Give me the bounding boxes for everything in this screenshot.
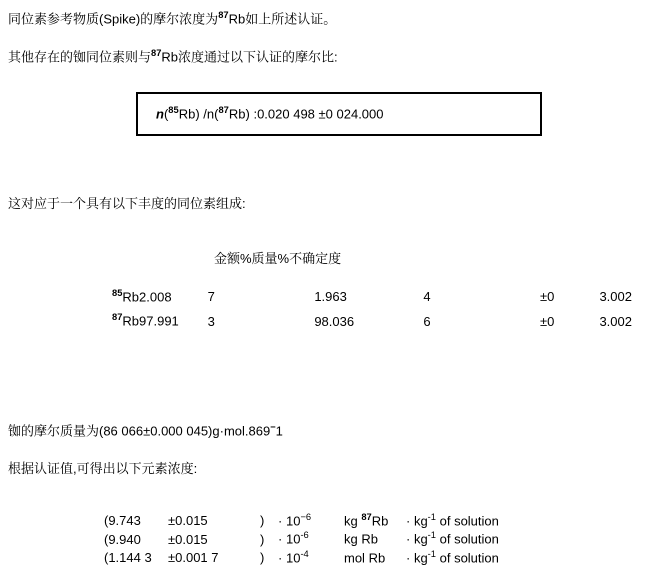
- mass-fraction-decimal: 4: [423, 289, 431, 305]
- concentration-uncertainty: ±0.015: [168, 513, 208, 529]
- exponent-one: 1: [275, 423, 283, 439]
- isotope-superscript: 87: [112, 312, 123, 323]
- table-row: [104, 511, 499, 529]
- abundance-table-header: 金额%质量%不确定度: [214, 251, 342, 266]
- mass-fraction: 98.036: [314, 313, 355, 329]
- concentration-value: (1.144 3: [104, 549, 152, 565]
- concentration-table: [104, 511, 499, 566]
- table-row: [112, 284, 632, 308]
- close-paren: ): [260, 531, 265, 547]
- paragraph-text: 同位素参考物质(Spike)的摩尔浓度为: [8, 11, 219, 27]
- ratio-uncertainty: ±0 024.000: [318, 106, 384, 122]
- concentration-uncertainty: ±0.001 7: [168, 549, 219, 565]
- per-kg-solution: [406, 548, 499, 566]
- dot-operator: ·: [278, 513, 283, 529]
- isotope-cell: [112, 284, 208, 308]
- isotope-superscript: 87: [361, 512, 372, 522]
- uncertainty-value: 3.002: [599, 313, 632, 329]
- tail-unit: · kg: [406, 531, 428, 547]
- unit-and-species: [344, 511, 406, 529]
- unit-label: mol: [344, 549, 365, 565]
- solution-label: of solution: [439, 513, 499, 529]
- molar-ratio-formula: [156, 105, 384, 121]
- paragraph-molar-mass: [8, 422, 283, 439]
- isotope-label: Rb97.991: [122, 313, 179, 329]
- close-paren: ): [260, 549, 265, 565]
- n-symbol: n: [156, 106, 164, 122]
- concentration-value: (9.940: [104, 531, 141, 547]
- tail-unit: · kg: [406, 513, 428, 529]
- dot-operator: ·: [278, 549, 283, 565]
- solution-label: of solution: [439, 549, 499, 565]
- power-base: 10: [285, 549, 301, 565]
- rb-label-1: Rb): [178, 106, 200, 122]
- tail-unit: · kg: [406, 549, 428, 565]
- power-exponent: -6: [300, 530, 309, 541]
- open-paren-1: (: [163, 106, 169, 122]
- tail-exponent: -1: [427, 548, 436, 559]
- unit-and-species: [344, 548, 406, 566]
- power-term: [278, 511, 344, 529]
- isotope-label: Rb2.008: [122, 289, 172, 305]
- paragraph-other-isotopes: [8, 48, 338, 65]
- isotope-superscript: 87: [151, 48, 162, 58]
- isotope-superscript: 87: [218, 10, 229, 20]
- power-term: [278, 529, 344, 547]
- uncertainty-value: 3.002: [599, 289, 632, 305]
- amount-fraction-decimal: 7: [207, 289, 215, 305]
- isotope-cell: [112, 308, 208, 332]
- paragraph-text: 铷的摩尔质量为(86 066±0.000 045)g·mol.869: [8, 423, 271, 439]
- open-paren-2: (: [214, 106, 219, 122]
- unit-label: kg: [344, 513, 358, 529]
- uncertainty-sign: ±0: [540, 289, 555, 305]
- table-row: [112, 308, 632, 332]
- dot-operator: ·: [278, 531, 283, 547]
- table-row: [104, 548, 499, 566]
- power-exponent: -4: [300, 548, 309, 559]
- paragraph-text-cont: Rb浓度通过以下认证的摩尔比:: [161, 49, 338, 65]
- isotope-87-superscript: 87: [218, 105, 229, 115]
- species-label: Rb: [368, 549, 386, 565]
- solution-label: of solution: [439, 531, 499, 547]
- uncertainty-sign: ±0: [540, 313, 555, 329]
- paragraph-isotopic-composition: 这对应于一个具有以下丰度的同位素组成:: [8, 196, 246, 211]
- power-base: 10: [285, 531, 301, 547]
- per-kg-solution: [406, 529, 499, 547]
- paragraph-spike-concentration: [8, 10, 336, 27]
- power-base: 10: [285, 513, 301, 529]
- tail-exponent: -1: [427, 512, 436, 522]
- minus-superscript: −: [270, 422, 276, 432]
- ratio-value: :0.020 498: [253, 106, 315, 122]
- table-row: [104, 529, 499, 547]
- isotope-85-superscript: 85: [168, 105, 179, 115]
- concentration-uncertainty: ±0.015: [168, 531, 208, 547]
- paragraph-text-cont: Rb如上所述认证。: [228, 11, 337, 27]
- power-term: [278, 548, 344, 566]
- paragraph-element-concentrations: 根据认证值,可得出以下元素浓度:: [8, 461, 198, 476]
- amount-fraction-decimal: 3: [207, 313, 215, 329]
- abundance-table: [112, 284, 632, 333]
- tail-exponent: -1: [427, 530, 436, 541]
- unit-label: kg: [344, 531, 358, 547]
- isotope-superscript: 85: [112, 288, 123, 298]
- paragraph-text: 其他存在的铷同位素则与: [8, 49, 152, 65]
- concentration-value: (9.743: [104, 513, 141, 529]
- close-paren: ): [260, 513, 265, 529]
- per-kg-solution: [406, 511, 499, 529]
- species-label: Rb: [361, 531, 378, 547]
- unit-and-species: [344, 529, 406, 547]
- species-label: Rb: [371, 513, 389, 529]
- rb-label-2: Rb): [228, 106, 250, 122]
- mass-fraction: 1.963: [314, 289, 347, 305]
- power-exponent: −6: [300, 512, 312, 522]
- slash-n: /n: [203, 106, 215, 122]
- molar-ratio-box: [136, 92, 542, 136]
- mass-fraction-decimal: 6: [423, 313, 431, 329]
